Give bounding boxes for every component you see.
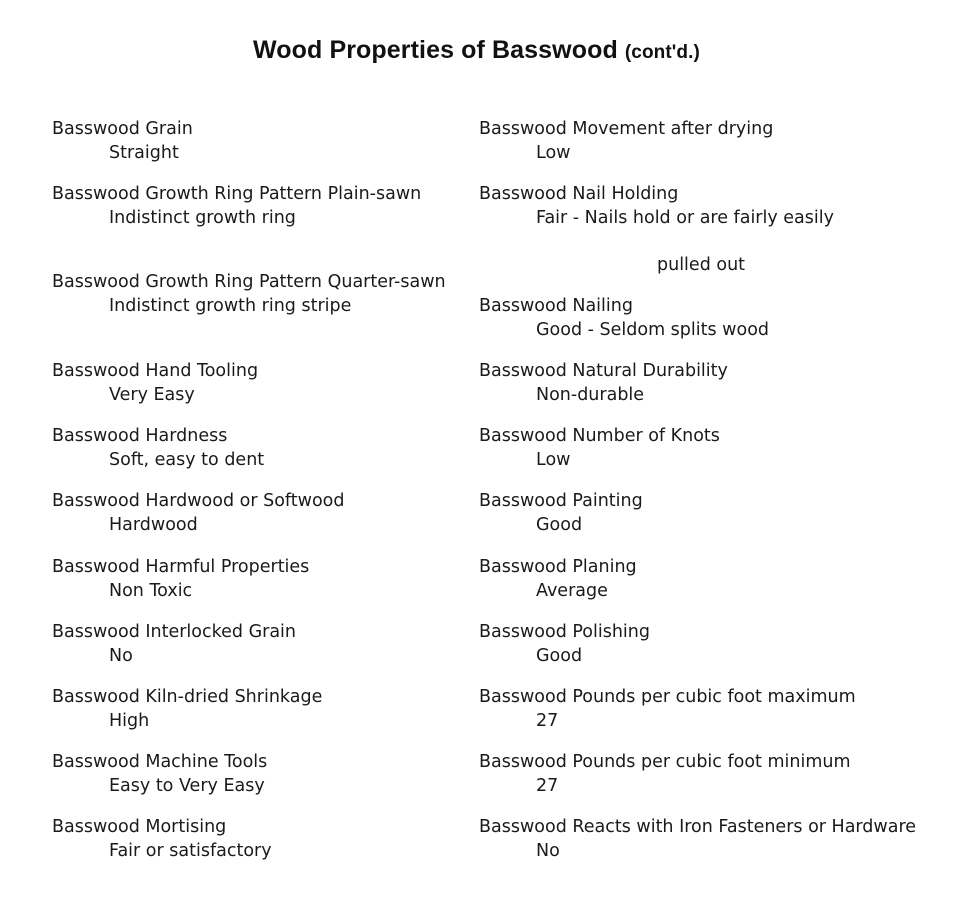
property-entry [52,183,452,230]
title-suffix: (cont'd.) [624,42,700,63]
property-entry [52,621,452,668]
property-value: Low [536,142,571,163]
property-entry [479,118,919,165]
property-value: High [109,710,150,731]
property-label: Basswood Hand Tooling [52,361,259,381]
property-label: Basswood Grain [52,119,193,139]
property-label: Basswood Painting [479,491,643,511]
property-value: No [536,840,560,861]
property-entry [52,271,452,318]
property-entry [52,556,452,603]
property-label: Basswood Nailing [479,296,633,316]
property-entry [479,686,919,733]
property-entry [52,751,452,798]
property-entry [479,621,919,668]
property-label: Basswood Mortising [52,817,227,837]
property-value-continuation: pulled out [657,255,746,275]
property-value: Indistinct growth ring stripe [109,295,352,316]
property-value: 27 [536,775,559,796]
page-title [0,36,953,65]
property-label: Basswood Machine Tools [52,752,268,772]
property-value: Good [536,514,583,535]
property-entry [479,425,919,472]
property-value: Good - Seldom splits wood [536,319,770,340]
property-value: Easy to Very Easy [109,775,265,796]
property-entry [479,183,919,278]
property-value: Indistinct growth ring [109,207,296,228]
property-value: Fair or satisfactory [109,840,272,861]
property-entry [479,490,919,537]
property-value: Fair - Nails hold or are fairly easily [536,207,834,228]
property-value: Low [536,449,571,470]
property-entry [479,751,919,798]
property-value: No [109,645,133,666]
property-value: Soft, easy to dent [109,449,265,470]
property-value: 27 [536,710,559,731]
property-entry [479,360,919,407]
property-label: Basswood Growth Ring Pattern Quarter-sawn [52,272,446,292]
property-entry [52,686,452,733]
property-value: Hardwood [109,514,198,535]
property-entry [479,295,919,342]
property-value: Very Easy [109,384,195,405]
property-entry [52,118,452,165]
property-label: Basswood Pounds per cubic foot maximum [479,687,856,707]
property-label: Basswood Pounds per cubic foot minimum [479,752,851,772]
property-entry [479,816,919,863]
property-label: Basswood Natural Durability [479,361,728,381]
property-value: Average [536,580,608,601]
property-label: Basswood Harmful Properties [52,557,310,577]
property-label: Basswood Growth Ring Pattern Plain-sawn [52,184,422,204]
property-label: Basswood Kiln-dried Shrinkage [52,687,323,707]
property-label: Basswood Hardwood or Softwood [52,491,345,511]
property-entry [52,360,452,407]
property-entry [52,425,452,472]
property-label: Basswood Hardness [52,426,228,446]
property-label: Basswood Reacts with Iron Fasteners or Hardware [479,817,917,837]
property-label: Basswood Nail Holding [479,184,679,204]
property-value: Good [536,645,583,666]
property-label: Basswood Interlocked Grain [52,622,297,642]
property-label: Basswood Planing [479,557,637,577]
property-label: Basswood Movement after drying [479,119,774,139]
property-entry [52,490,452,537]
property-value: Straight [109,142,179,163]
property-entry [52,816,452,863]
property-value: Non-durable [536,384,645,405]
title-main: Wood Properties of Basswood [253,36,618,64]
property-label: Basswood Polishing [479,622,650,642]
property-label: Basswood Number of Knots [479,426,720,446]
property-entry [479,556,919,603]
property-value: Non Toxic [109,580,193,601]
